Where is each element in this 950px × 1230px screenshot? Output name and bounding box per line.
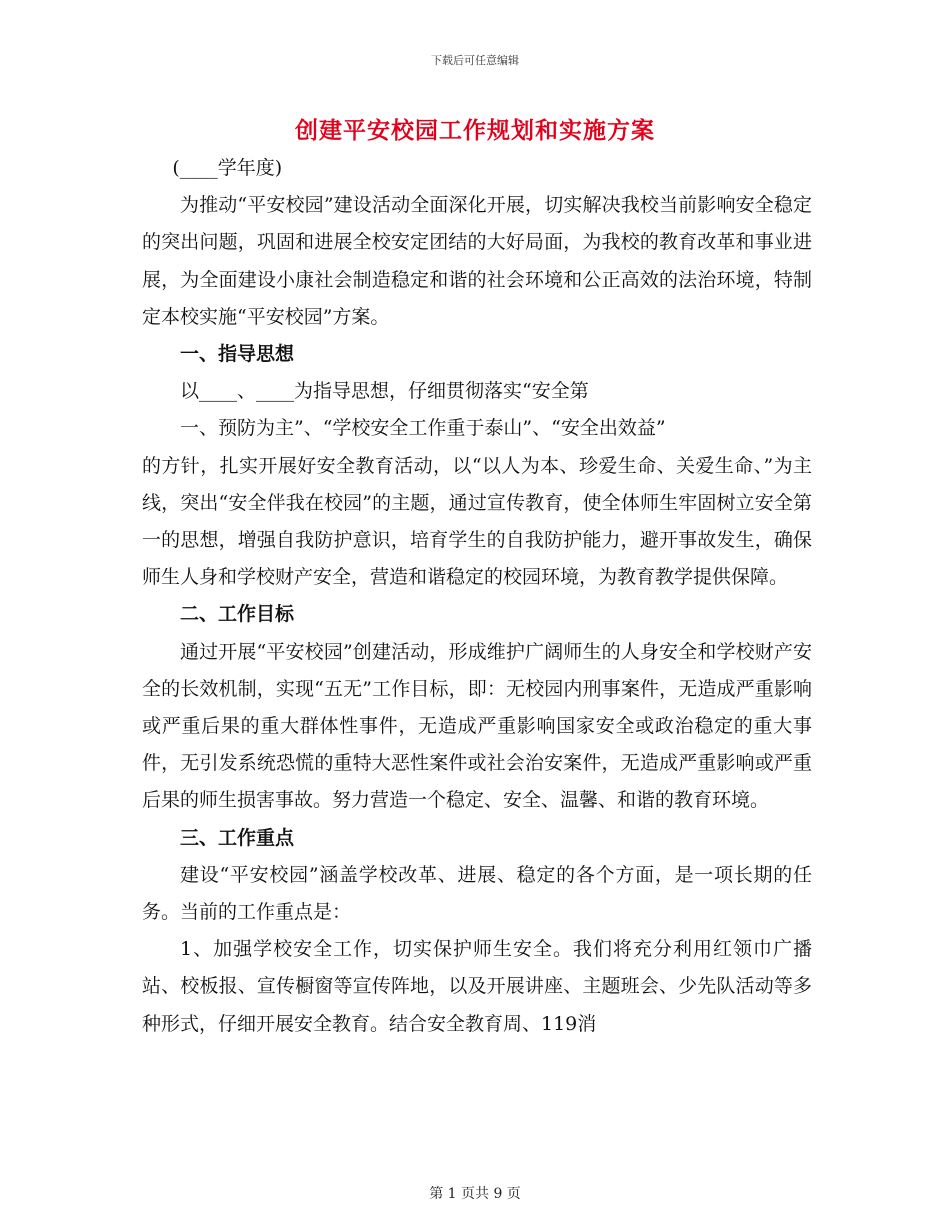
page-number-footer: 第 1 页共 9 页 [429,1186,521,1202]
work-goals-paragraph: 通过开展“平安校园”创建活动，形成维护广阔师生的人身安全和学校财产安全的长效机制，实现“五无”工作目标，即：无校园内刑事案件，无造成严重影响或严重后果的重大群体性事件，无造成严重影响国家安全或政治稳定的重大事件，无引发系统恐慌的重特大恶性案件或社会治安案件，无造成严重影响或严重后果的师生损害事故。努力营造一个稳定、安全、温馨、和谐的教育环境。 [142,640,812,812]
page-header-note: 下载后可任意编辑 [431,54,519,67]
section-heading-work-focus: 三、工作重点 [180,826,295,849]
work-focus-item-1: 1、加强学校安全工作，切实保护师生安全。我们将充分利用红领巾广播站、校板报、宣传橱窗等宣传阵地，以及开展讲座、主题班会、少先队活动等多种形式，仔细开展安全教育。结合安全教育周、119消 [142,938,812,1035]
guiding-ideology-line-2: 一、预防为主”、“学校安全工作重于泰山”、“安全出效益” [180,417,666,440]
section-heading-guiding-ideology: 一、指导思想 [180,343,295,366]
section-heading-work-goals: 二、工作目标 [180,603,295,626]
guiding-ideology-paragraph: 的方针，扎实开展好安全教育活动，以“以人为本、珍爱生命、关爱生命、”为主线，突出“安全伴我在校园”的主题，通过宣传教育，使全体师生牢固树立安全第一的思想，增强自我防护意识，培育学生的自我防护能力，避开事故发生，确保师生人身和学校财产安全，营造和谐稳定的校园环境，为教育教学提供保障。 [142,454,812,589]
intro-paragraph: 为推动“平安校园”建设活动全面深化开展，切实解决我校当前影响安全稳定的突出问题，巩固和进展全校安定团结的大好局面，为我校的教育改革和事业进展，为全面建设小康社会制造稳定和谐的社会环境和公正高效的法治环境，特制定本校实施“平安校园”方案。 [142,194,812,328]
academic-year-line: (____学年度) [172,157,283,179]
document-title: 创建平安校园工作规划和实施方案 [295,117,655,144]
document-body [142,150,812,1043]
guiding-ideology-line-1: 以____、____为指导思想，仔细贯彻落实“安全第 [180,380,589,403]
work-focus-paragraph: 建设“平安校园”涵盖学校改革、进展、稳定的各个方面，是一项长期的任务。当前的工作重点是： [142,863,812,924]
